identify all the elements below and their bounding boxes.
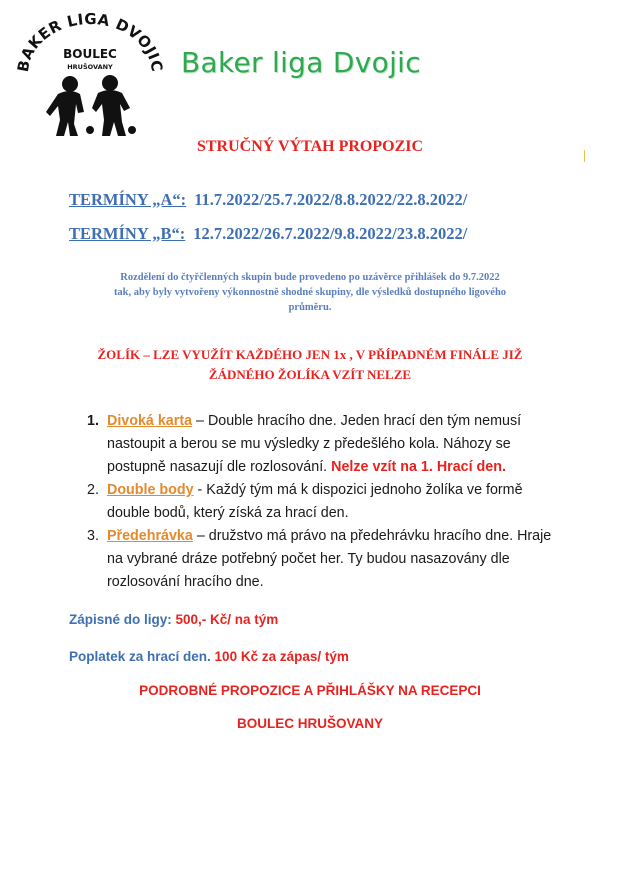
league-logo <box>14 12 166 140</box>
entry-fee-value: 500,- Kč/ na tým <box>175 612 279 627</box>
note-line-2: tak, aby byly vytvořeny výkonnostně shodné skupiny, dle výsledků dostupného ligového <box>113 287 507 298</box>
match-day-fee-value: 100 Kč za zápas/ tým <box>214 649 349 664</box>
rule-item-double-points <box>87 479 557 525</box>
term-a-label: TERMÍNY „A“: <box>69 190 187 209</box>
note-line-1: Rozdělení do čtyřčlenných skupin bude provedeno po uzávěrce přihlášek do 9.7.2022 <box>120 272 500 283</box>
match-day-fee <box>69 649 349 664</box>
rule-name: Divoká karta <box>107 413 193 429</box>
joker-rules-list <box>87 410 557 594</box>
rule-item-wild-card <box>87 410 557 479</box>
footer-line-2: BOULEC HRUŠOVANY <box>236 716 383 731</box>
term-a <box>69 190 467 210</box>
rule-name: Předehrávka <box>107 528 193 544</box>
players-silhouette-icon <box>46 75 136 136</box>
term-a-dates: 11.7.2022/25.7.2022/8.8.2022/22.8.2022/ <box>194 190 468 209</box>
match-day-fee-label: Poplatek za hrací den. <box>69 649 215 664</box>
rule-text: - Každý tým má k dispozici jednoho žolíka ve formě double bodů, který získá za hrací den. <box>107 482 523 521</box>
page-title: Baker liga Dvojic <box>181 46 421 79</box>
joker-line-2: ŽÁDNÉHO ŽOLÍKA VZÍT NELZE <box>208 367 412 382</box>
logo-arc-text: BAKER LIGA DVOJIC <box>14 12 166 74</box>
term-b-dates: 12.7.2022/26.7.2022/9.8.2022/23.8.2022/ <box>193 224 468 243</box>
footer-line-1: PODROBNÉ PROPOZICE A PŘIHLÁŠKY NA RECEPCI <box>139 683 481 698</box>
entry-fee <box>69 612 278 627</box>
joker-heading <box>60 345 560 385</box>
subtitle: STRUČNÝ VÝTAH PROPOZIC <box>196 138 424 155</box>
rule-name: Double body <box>107 482 194 498</box>
rule-text: – Double hracího dne. Jeden hrací den tým nemusí nastoupit a berou se mu výsledky z předešlého kola. Náhozy se postupně nasazují dle rozlosování. <box>107 413 522 475</box>
rule-item-pre-play <box>87 525 557 594</box>
rule-number: 3. <box>87 528 99 544</box>
entry-fee-label: Zápisné do ligy: <box>69 612 176 627</box>
rule-highlight: Nelze vzít na 1. Hrací den. <box>331 459 506 475</box>
term-b-label: TERMÍNY „B“: <box>69 224 186 243</box>
rule-number: 2. <box>87 482 99 498</box>
group-note <box>60 270 560 315</box>
rule-text: – družstvo má právo na předehrávku hracího dne. Hraje na vybrané dráze potřebný počet her. Ty budou nasazovány dle rozlosování hracího dne. <box>107 528 552 590</box>
note-line-3: průměru. <box>288 302 332 313</box>
term-b <box>69 224 467 244</box>
joker-line-1: ŽOLÍK – LZE VYUŽÍT KAŽDÉHO JEN 1x , V PŘÍPADNÉM FINÁLE JIŽ <box>97 347 523 362</box>
rule-number: 1. <box>87 413 99 429</box>
logo-brand: BOULEC <box>63 47 117 61</box>
logo-town: HRUŠOVANY <box>67 63 113 71</box>
